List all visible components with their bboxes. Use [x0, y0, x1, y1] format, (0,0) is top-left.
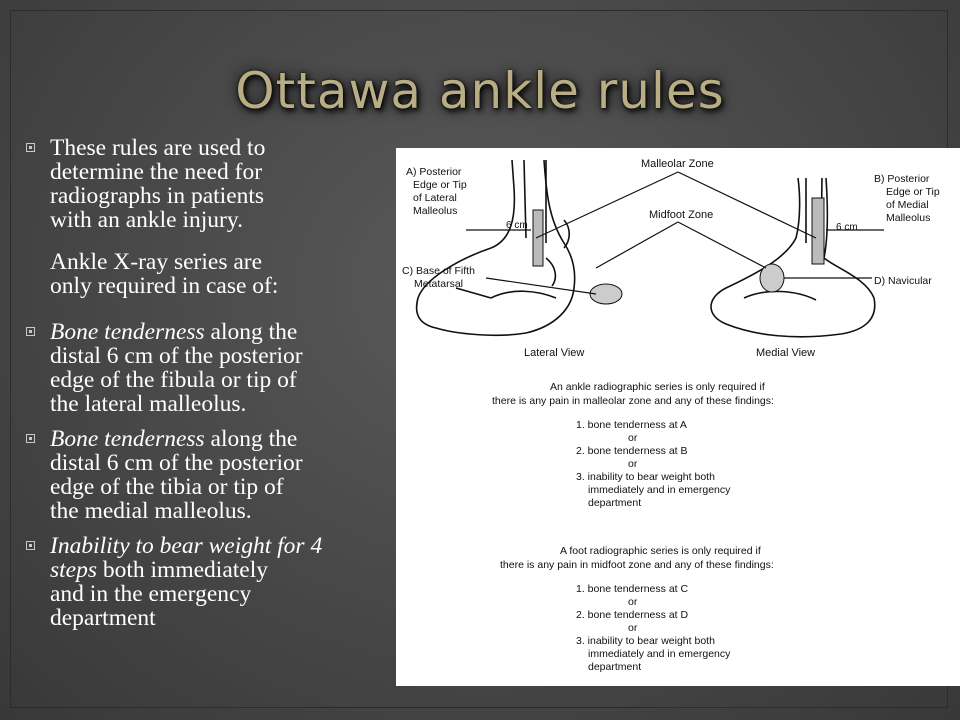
- finding-text: department: [588, 661, 642, 673]
- rule-text: there is any pain in midfoot zone and any of these findings:: [500, 559, 774, 571]
- label-a: A) Posterior: [406, 166, 462, 178]
- text-line: distal 6 cm of the posterior: [50, 343, 303, 369]
- midfoot-zone-label: Midfoot Zone: [649, 209, 714, 221]
- or-text: or: [628, 596, 638, 608]
- text-line: determine the need for: [50, 159, 263, 185]
- text-line: department: [50, 605, 156, 631]
- label-c: Metatarsal: [414, 278, 464, 290]
- label-b: B) Posterior: [874, 173, 930, 185]
- bullet-weight-bearing: [22, 534, 394, 630]
- emphasis-text: Inability to bear weight for 4: [50, 533, 323, 559]
- square-bullet-icon: [26, 327, 35, 336]
- bullet-tibia: [22, 427, 394, 523]
- ottawa-rules-figure: [396, 148, 960, 686]
- square-bullet-icon: [26, 143, 35, 152]
- square-bullet-icon: [26, 541, 35, 550]
- cm-label: 6 cm: [836, 222, 858, 233]
- text-line: distal 6 cm of the posterior: [50, 450, 303, 476]
- finding-text: 3. inability to bear weight both: [576, 635, 715, 647]
- ankle-rule-text: [492, 381, 774, 509]
- emphasis-text: steps: [50, 557, 97, 583]
- finding-text: 1. bone tenderness at A: [576, 419, 687, 431]
- medial-foot-drawing: [711, 178, 875, 337]
- label-b: Malleolus: [886, 212, 931, 224]
- foot-rule-text: [500, 545, 774, 673]
- bullet-intro: [22, 136, 394, 298]
- label-a: Malleolus: [413, 205, 458, 217]
- text-line: with an ankle injury.: [50, 207, 243, 233]
- zone-a-shading: [533, 210, 543, 266]
- text-line: Ankle X-ray series are: [50, 249, 263, 275]
- finding-text: 2. bone tenderness at B: [576, 445, 688, 457]
- ankle-diagram: [396, 148, 960, 686]
- or-text: or: [628, 432, 638, 444]
- text-line: and in the emergency: [50, 581, 252, 607]
- emphasis-text: Bone tenderness: [50, 319, 205, 345]
- label-c: C) Base of Fifth: [402, 265, 475, 277]
- text-span: along the: [204, 319, 298, 345]
- finding-text: 3. inability to bear weight both: [576, 471, 715, 483]
- rule-text: A foot radiographic series is only required if: [560, 545, 761, 557]
- label-b: Edge or Tip: [886, 186, 940, 198]
- or-text: or: [628, 622, 638, 634]
- malleolar-zone-label: Malleolar Zone: [641, 158, 714, 170]
- text-line: These rules are used to: [50, 135, 266, 161]
- bullet-list: [22, 136, 394, 630]
- zone-b-shading: [812, 198, 824, 264]
- text-line: [50, 534, 394, 558]
- square-bullet-icon: [26, 434, 35, 443]
- text-line: [50, 427, 394, 451]
- text-span: along the: [204, 426, 298, 452]
- text-line: only required in case of:: [50, 273, 279, 299]
- text-line: the lateral malleolus.: [50, 391, 247, 417]
- finding-text: 2. bone tenderness at D: [576, 609, 689, 621]
- rule-text: An ankle radiographic series is only required if: [550, 381, 765, 393]
- text-line: edge of the tibia or tip of: [50, 474, 284, 500]
- finding-text: immediately and in emergency: [588, 484, 731, 496]
- text-span: both immediately: [97, 557, 268, 583]
- text-line: the medial malleolus.: [50, 498, 252, 524]
- text-line: [50, 320, 394, 344]
- label-a: Edge or Tip: [413, 179, 467, 191]
- emphasis-text: Bone tenderness: [50, 426, 205, 452]
- label-d: D) Navicular: [874, 275, 932, 287]
- finding-text: immediately and in emergency: [588, 648, 731, 660]
- text-line: radiographs in patients: [50, 183, 265, 209]
- label-a: of Lateral: [413, 192, 457, 204]
- cm-label: 6 cm: [506, 220, 528, 231]
- or-text: or: [628, 458, 638, 470]
- text-line: [50, 558, 394, 582]
- bullet-fibula: [22, 320, 394, 416]
- rule-text: there is any pain in malleolar zone and any of these findings:: [492, 395, 774, 407]
- zone-d-shading: [760, 264, 784, 292]
- finding-text: department: [588, 497, 642, 509]
- slide-title: Ottawa ankle rules: [235, 62, 725, 120]
- lateral-view-caption: Lateral View: [524, 347, 585, 359]
- text-line: edge of the fibula or tip of: [50, 367, 297, 393]
- label-b: of Medial: [886, 199, 929, 211]
- finding-text: 1. bone tenderness at C: [576, 583, 689, 595]
- medial-view-caption: Medial View: [756, 347, 816, 359]
